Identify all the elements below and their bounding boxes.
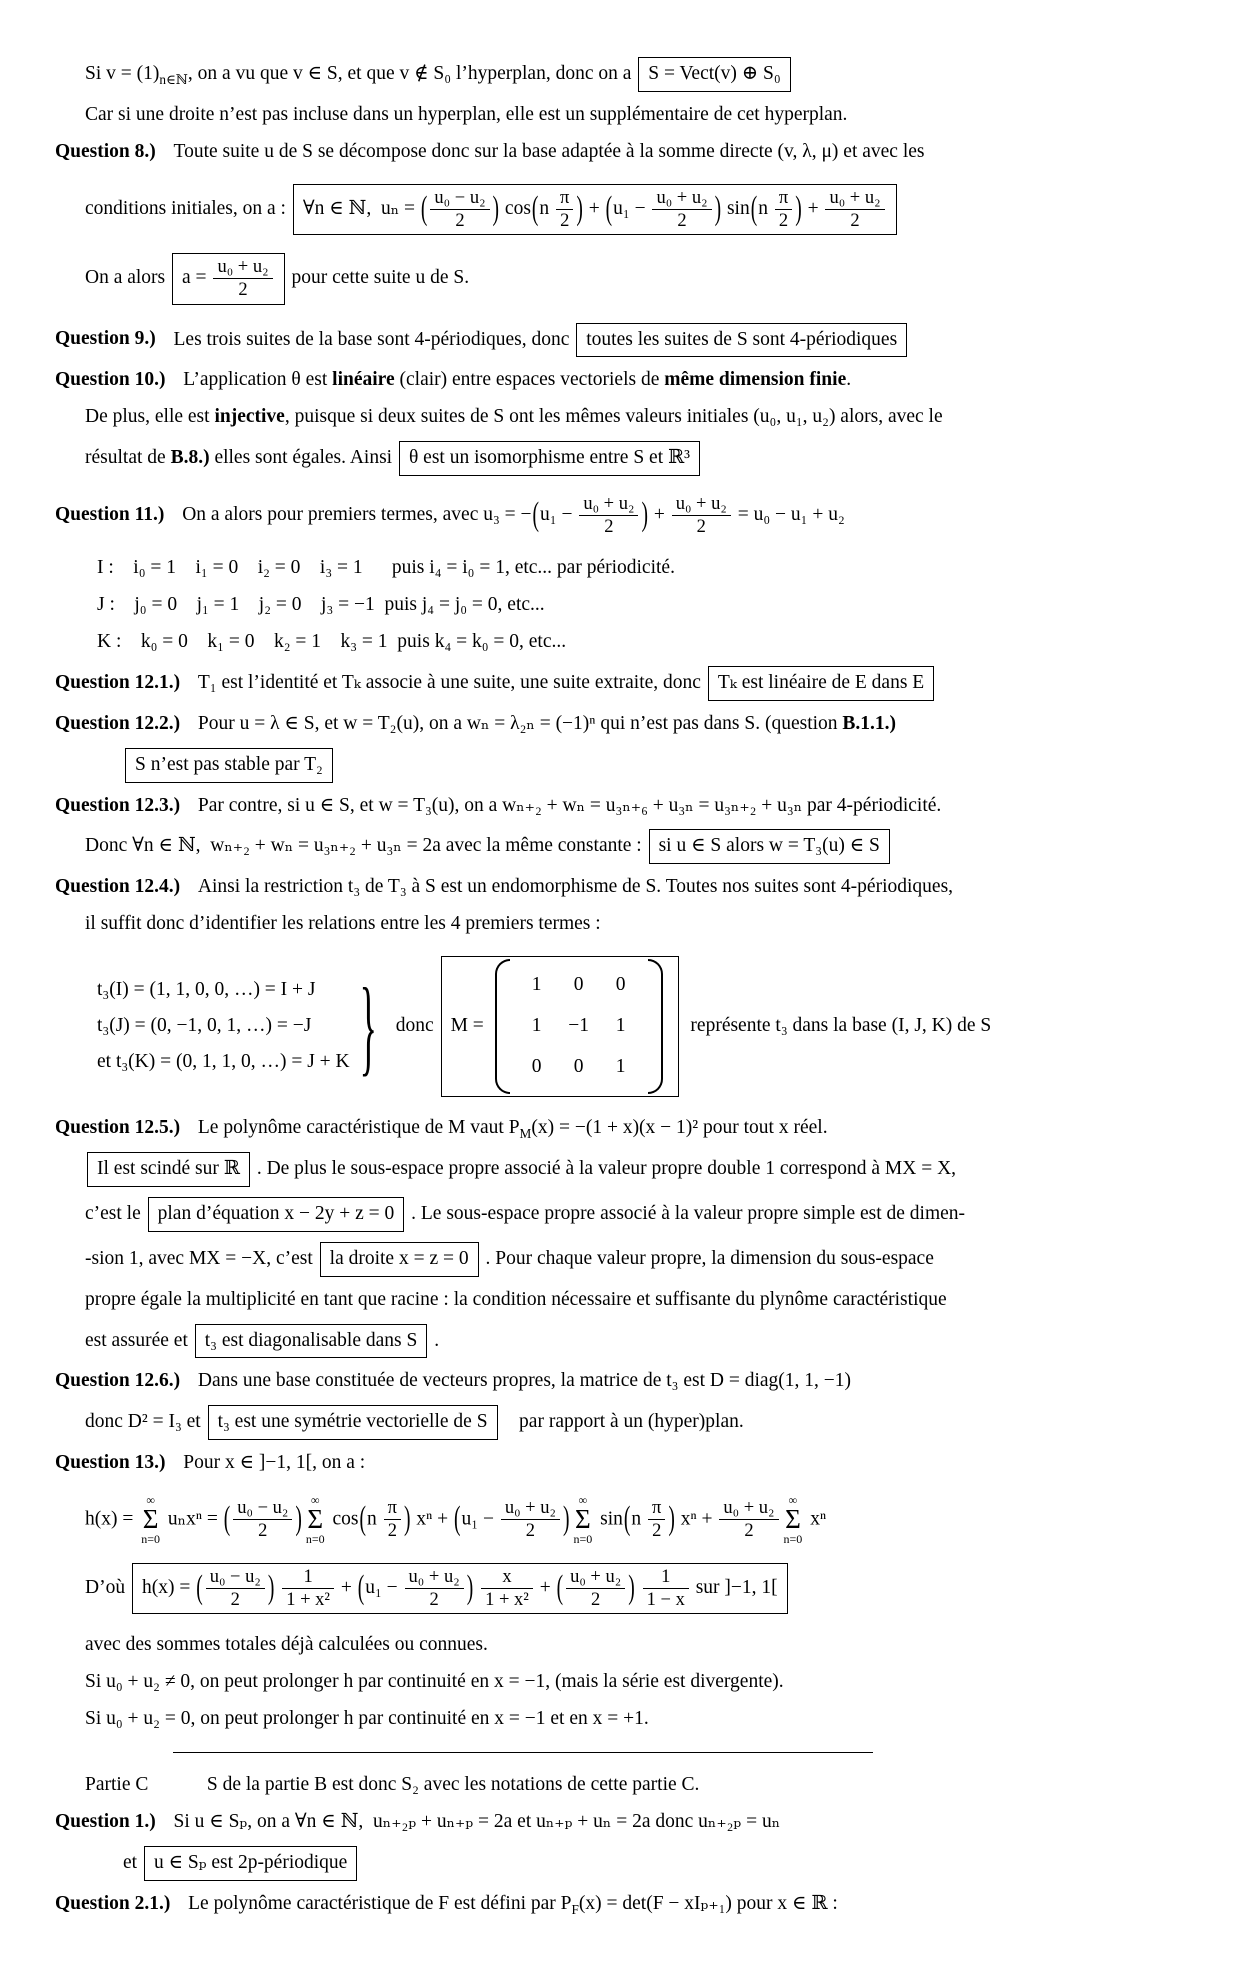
big-paren: ): [267, 1569, 275, 1607]
text-run: Toute suite u de S se décompose donc sur la base adaptée à la somme directe (v, λ, μ) et avec les: [163, 140, 925, 162]
text-run: On a alors: [85, 267, 171, 289]
question-12-5: [55, 1114, 1185, 1144]
text-run: n: [758, 197, 773, 219]
text-run: représente t₃ dans la base (I, J, K) de S: [680, 1014, 992, 1036]
text-run: T₁ est l’identité et Tₖ associe à une suite, une suite extraite, donc: [188, 671, 706, 693]
text-run: +: [648, 504, 670, 526]
sigma-icon: Σ: [785, 1504, 801, 1535]
question-13-note1: [85, 1631, 1185, 1660]
fraction-denominator: 2: [429, 1589, 439, 1611]
summation: [306, 1494, 325, 1546]
matrix-grid: [510, 959, 648, 1094]
text-run: par rapport à un (hyper)plan.: [499, 1411, 744, 1433]
fraction-denominator: 2: [652, 1520, 662, 1542]
sub-text: M: [519, 1125, 532, 1141]
big-paren: ): [576, 190, 583, 228]
text-run: On a alors pour premiers termes, avec u₃ = −: [172, 504, 532, 526]
fraction-denominator: 2: [455, 209, 465, 231]
matrix-cell: −1: [568, 1014, 590, 1036]
bold-text: B.8.): [170, 447, 210, 468]
big-paren: ): [714, 190, 722, 228]
fraction: [231, 1497, 294, 1542]
question-label: Question 12.1.): [55, 671, 181, 693]
text-run: (x) = −(1 + x)(x − 1)² pour tout x réel.: [531, 1116, 828, 1138]
big-paren: (: [750, 190, 758, 228]
text-run: . Pour chaque valeur propre, la dimension du sous-espace: [480, 1247, 934, 1269]
sequence-J: [97, 591, 1185, 620]
fraction: [650, 187, 713, 232]
text-run: pour cette suite u de S.: [286, 267, 470, 289]
text-run: u₁ −: [461, 1508, 499, 1530]
equation-stack: [97, 969, 350, 1084]
boxed-result: [293, 184, 897, 235]
text-run: L’application θ est: [173, 369, 333, 391]
big-paren: ): [466, 1569, 474, 1607]
question-13-note2: [85, 1668, 1185, 1697]
text-run: , on a vu que v ∈ S, et que v ∉ S₀ l’hyperplan, donc on a: [187, 62, 637, 84]
matrix-cell: 1: [615, 1014, 626, 1036]
text-run: Le polynôme caractéristique de F est défini par P: [178, 1892, 572, 1914]
big-paren: ): [795, 190, 802, 228]
text-run: xⁿ +: [675, 1508, 718, 1530]
fraction: [428, 187, 491, 232]
matrix-cell: 0: [573, 974, 584, 996]
partie-c-heading: [85, 1771, 1185, 1800]
fraction: [577, 493, 640, 538]
big-paren: ): [641, 496, 648, 534]
text-run: I : i₀ = 1 i₁ = 0 i₂ = 0 i₃ = 1 puis i₄ = i₀ = 1, etc... par périodicité.: [97, 557, 675, 579]
text-run: sin: [722, 197, 750, 219]
question-13-note3: [85, 1705, 1185, 1734]
text-run: Si u₀ + u₂ ≠ 0, on peut prolonger h par continuité en x = −1, (mais la série est divergente).: [85, 1671, 784, 1693]
question-label: Question 2.1.): [55, 1892, 171, 1914]
text-run: uₙxⁿ =: [163, 1508, 223, 1530]
text-run: Car si une droite n’est pas incluse dans un hyperplan, elle est un supplémentaire de cet hyperplan.: [85, 103, 848, 125]
intro-line-1: [85, 56, 1185, 93]
question-label: Question 10.): [55, 369, 166, 391]
fraction: [646, 1497, 667, 1542]
document-page: [55, 56, 1185, 1919]
fraction: [499, 1497, 562, 1542]
text-run: Si u₀ + u₂ = 0, on peut prolonger h par continuité en x = −1 et en x = +1.: [85, 1708, 649, 1730]
boxed-result: [649, 829, 890, 864]
text-run: a =: [182, 267, 212, 289]
fraction-denominator: 2: [744, 1520, 754, 1542]
text-run: t₃(I) = (1, 1, 0, 0, …) = I + J: [97, 979, 316, 1001]
fraction-denominator: 2: [677, 209, 687, 231]
sum-upper-limit: ∞: [310, 1492, 320, 1507]
text-run: t₃ est diagonalisable dans S: [204, 1329, 418, 1351]
fraction: [204, 1566, 267, 1611]
question-c2-1: [55, 1890, 1185, 1920]
question-label: Question 9.): [55, 328, 156, 350]
text-run: (clair) entre espaces vectoriels de: [394, 369, 665, 391]
bold-text: injective: [214, 406, 285, 428]
intro-line-2: [85, 101, 1185, 130]
system-brace-icon: }: [359, 966, 377, 1087]
text-run: Pour x ∈ ]−1, 1[, on a :: [173, 1452, 366, 1474]
fraction-numerator: 1: [282, 1566, 334, 1589]
fraction: [641, 1566, 691, 1611]
sum-upper-limit: ∞: [788, 1492, 798, 1507]
stack-row: [97, 976, 350, 1005]
sum-lower-limit: n=0: [573, 1531, 593, 1546]
big-paren: ): [404, 1501, 411, 1538]
question-12-5-line4: [85, 1241, 1185, 1278]
text-run: t₃(J) = (0, −1, 0, 1, …) = −J: [97, 1014, 312, 1036]
text-run: u₁ −: [613, 197, 651, 219]
question-8-formula: [85, 183, 1185, 236]
question-c1-result: [123, 1845, 1185, 1882]
boxed-result: [708, 666, 934, 701]
text-run: n: [367, 1508, 382, 1530]
bold-text: linéaire: [332, 369, 395, 391]
text-run: Les trois suites de la base sont 4-périodiques, donc: [163, 328, 575, 350]
fraction-numerator: u₀ + u₂: [501, 1497, 560, 1520]
matrix-cell: 1: [615, 1055, 626, 1077]
text-run: Par contre, si u ∈ S, et w = T₃(u), on a wₙ₊₂ + wₙ = u₃ₙ₊₆ + u₃ₙ = u₃ₙ₊₂ + u₃ₙ par 4-périodicité.: [188, 794, 942, 816]
fraction-denominator: 2: [525, 1520, 536, 1542]
question-label: Question 12.4.): [55, 876, 181, 898]
sum-upper-limit: ∞: [578, 1492, 588, 1507]
boxed-result: [125, 748, 333, 783]
separator-rule: [173, 1752, 873, 1753]
text-run: donc D² = I₃ et: [85, 1411, 206, 1433]
question-8-constant: [85, 252, 1185, 305]
question-c1: [55, 1808, 1185, 1837]
sum-lower-limit: n=0: [783, 1531, 803, 1546]
fraction-denominator: 2: [591, 1589, 601, 1611]
fraction: [554, 187, 575, 232]
text-run: xⁿ +: [411, 1508, 454, 1530]
big-paren: (: [623, 1501, 631, 1538]
text-run: toutes les suites de S sont 4-périodiques: [586, 328, 898, 350]
fraction-denominator: 2: [230, 1589, 240, 1611]
question-13-series: [85, 1494, 1185, 1546]
text-run: elles sont égales. Ainsi: [209, 447, 397, 468]
question-12-5-line3: [85, 1196, 1185, 1233]
big-paren: ): [668, 1501, 675, 1538]
text-run: . Le sous-espace propre associé à la valeur propre simple est de dimen-: [406, 1202, 966, 1224]
fraction-denominator: 1 + x²: [286, 1589, 330, 1611]
question-12-2-result: [123, 747, 1185, 784]
question-12-5-line6: [85, 1323, 1185, 1360]
fraction: [773, 187, 794, 232]
text-run: n: [631, 1508, 647, 1530]
text-run: la droite x = z = 0: [329, 1247, 469, 1269]
question-10-line3: [85, 440, 1185, 477]
text-run: sin: [595, 1508, 623, 1530]
text-run: h(x) =: [141, 1577, 196, 1599]
boxed-result: [576, 323, 907, 358]
fraction: [382, 1497, 403, 1542]
text-run: u₁ −: [365, 1577, 403, 1599]
big-paren: (: [357, 1569, 365, 1607]
question-12-6-line2: [85, 1404, 1185, 1441]
question-label: Question 12.5.): [55, 1116, 181, 1138]
boxed-result: [208, 1405, 498, 1440]
text-run: xⁿ: [805, 1508, 827, 1530]
question-12-4-line2: [85, 910, 1185, 939]
fraction-denominator: 2: [696, 516, 706, 538]
text-run: K : k₀ = 0 k₁ = 0 k₂ = 1 k₃ = 1 puis k₄ = k₀ = 0, etc...: [97, 631, 567, 653]
matrix: [495, 959, 663, 1094]
big-paren: ): [628, 1569, 635, 1607]
question-label: Question 13.): [55, 1452, 166, 1474]
text-run: S = Vect(v) ⊕ S₀: [648, 63, 781, 84]
question-9: [55, 322, 1185, 359]
text-run: Ainsi la restriction t₃ de T₃ à S est un endomorphisme de S. Toutes nos suites sont 4-périodiques,: [188, 876, 954, 898]
fraction-denominator: 2: [258, 1520, 268, 1542]
fraction-numerator: u₀ − u₂: [430, 187, 489, 210]
text-run: (x) = det(F − xIₚ₊₁) pour x ∈ ℝ :: [578, 1892, 838, 1914]
big-paren: (: [196, 1569, 203, 1607]
fraction: [280, 1566, 336, 1611]
text-run: Tₖ est linéaire de E dans E: [717, 672, 925, 693]
text-run: , puisque si deux suites de S ont les mêmes valeurs initiales (u₀, u₁, u₂) alors, avec le: [284, 406, 943, 428]
text-run: -sion 1, avec MX = −X, c’est: [85, 1247, 318, 1269]
text-run: +: [534, 1577, 556, 1599]
big-paren: ): [492, 190, 500, 228]
text-run: n: [539, 197, 555, 219]
text-run: cos: [500, 197, 531, 219]
stack-row: [97, 1012, 350, 1041]
fraction-denominator: 2: [778, 209, 789, 231]
stack-row: [97, 1048, 350, 1077]
summation: [784, 1494, 803, 1546]
sigma-icon: Σ: [575, 1504, 591, 1535]
question-11: [55, 493, 1185, 538]
summation: [573, 1494, 592, 1546]
text-run: cos: [327, 1508, 359, 1530]
text-run: u ∈ Sₚ est 2p-périodique: [153, 1851, 348, 1873]
fraction-numerator: u₀ + u₂: [825, 187, 884, 210]
text-run: il suffit donc d’identifier les relations entre les 4 premiers termes :: [85, 913, 601, 935]
bold-text: même dimension finie: [664, 369, 847, 391]
big-paren: (: [420, 190, 428, 228]
text-run: . De plus le sous-espace propre associé à la valeur propre double 1 correspond à MX = X,: [251, 1158, 957, 1180]
fraction-numerator: u₀ + u₂: [566, 1566, 625, 1589]
text-run: si u ∈ S alors w = T₃(u) ∈ S: [658, 835, 880, 857]
question-8: [55, 138, 1185, 167]
text-run: Pour u = λ ∈ S, et w = T₂(u), on a wₙ = λ₂ₙ = (−1)ⁿ qui n’est pas dans S. (question: [188, 712, 843, 734]
big-paren: (: [454, 1501, 461, 1538]
question-12-2: [55, 710, 1185, 739]
text-run: résultat de: [85, 447, 171, 468]
sigma-icon: Σ: [307, 1504, 324, 1535]
question-12-4: [55, 873, 1185, 902]
text-run: et t₃(K) = (0, 1, 1, 0, …) = J + K: [97, 1050, 350, 1072]
text-run: Partie C S de la partie B est donc S₂ avec les notations de cette partie C.: [85, 1774, 700, 1796]
text-run: Donc ∀n ∈ ℕ, wₙ₊₂ + wₙ = u₃ₙ₊₂ + u₃ₙ = 2a avec la même constante :: [85, 835, 647, 857]
boxed-result: [148, 1197, 405, 1232]
text-run: est assurée et: [85, 1329, 193, 1351]
fraction-numerator: u₀ + u₂: [719, 1497, 778, 1520]
boxed-result: [320, 1242, 479, 1277]
sum-upper-limit: ∞: [146, 1492, 155, 1507]
text-run: De plus, elle est: [85, 406, 215, 428]
document-body: [55, 56, 1185, 1919]
text-run: c’est le: [85, 1202, 146, 1224]
fraction-numerator: u₀ + u₂: [652, 187, 711, 210]
text-run: +: [336, 1577, 357, 1599]
question-label: Question 1.): [55, 1810, 156, 1832]
fraction-numerator: u₀ + u₂: [579, 493, 638, 516]
text-run: conditions initiales, on a :: [85, 197, 291, 219]
question-label: Question 12.2.): [55, 712, 181, 734]
fraction: [670, 493, 733, 538]
text-run: θ est un isomorphisme entre S et ℝ³: [408, 447, 691, 469]
fraction-denominator: 2: [238, 279, 248, 301]
text-run: Le polynôme caractéristique de M vaut P: [188, 1116, 520, 1138]
question-label: Question 8.): [55, 140, 156, 162]
boxed-result: [441, 956, 679, 1097]
boxed-result: [399, 441, 700, 476]
sum-lower-limit: n=0: [141, 1531, 161, 1546]
text-run: sur ]−1, 1[: [690, 1577, 778, 1599]
question-label: Question 12.6.): [55, 1370, 181, 1392]
text-run: Si v = (1): [85, 62, 160, 84]
fraction-numerator: π: [775, 187, 792, 210]
matrix-cell: 1: [531, 974, 542, 996]
fraction: [823, 187, 886, 232]
fraction-numerator: u₀ + u₂: [405, 1566, 464, 1589]
big-paren: ): [562, 1501, 570, 1538]
text-run: Il est scindé sur ℝ: [97, 1158, 240, 1180]
fraction-denominator: 2: [560, 209, 570, 231]
sub-text: F: [571, 1901, 579, 1917]
fraction: [479, 1566, 535, 1611]
question-12-5-line2: [85, 1151, 1185, 1188]
sequence-K: [97, 628, 1185, 657]
text-run: propre égale la multiplicité en tant que racine : la condition nécessaire et suffisante du plynôme caractéristique: [85, 1288, 947, 1310]
fraction-denominator: 2: [387, 1520, 397, 1542]
bold-text: B.1.1.): [842, 712, 897, 734]
text-run: = u₀ − u₁ + u₂: [732, 504, 845, 526]
sum-lower-limit: n=0: [305, 1531, 325, 1546]
big-paren: (: [531, 190, 539, 228]
boxed-result: [172, 253, 285, 304]
sigma-icon: Σ: [142, 1504, 159, 1535]
fraction-denominator: 2: [604, 516, 614, 538]
question-13-result: [85, 1562, 1185, 1615]
boxed-result: [195, 1324, 428, 1359]
fraction-numerator: u₀ − u₂: [206, 1566, 265, 1589]
matrix-cell: 0: [573, 1055, 584, 1077]
big-paren: (: [556, 1569, 564, 1607]
fraction-numerator: u₀ + u₂: [213, 256, 272, 279]
question-12-6: [55, 1367, 1185, 1396]
question-label: Question 12.3.): [55, 794, 181, 816]
question-12-3: [55, 792, 1185, 821]
question-10: [55, 366, 1185, 395]
matrix-cell: 0: [531, 1055, 542, 1077]
fraction-numerator: π: [384, 1497, 401, 1520]
text-run: et: [123, 1851, 142, 1873]
big-paren: ): [295, 1501, 302, 1538]
question-10-line2: [85, 403, 1185, 432]
text-run: +: [802, 197, 824, 219]
boxed-result: [87, 1152, 250, 1187]
question-12-1: [55, 665, 1185, 702]
text-run: avec des sommes totales déjà calculées ou connues.: [85, 1634, 488, 1656]
fraction-denominator: 1 + x²: [485, 1589, 529, 1611]
text-run: t₃ est une symétrie vectorielle de S: [217, 1411, 488, 1433]
big-paren: (: [532, 496, 540, 534]
fraction-denominator: 1 − x: [646, 1589, 685, 1611]
sequence-I: [97, 554, 1185, 583]
boxed-result: [638, 57, 790, 92]
boxed-result: [144, 1846, 357, 1881]
question-12-4-system: [97, 955, 1185, 1098]
big-paren: (: [359, 1501, 367, 1538]
big-paren: (: [605, 190, 613, 228]
matrix-cell: 1: [531, 1014, 542, 1036]
fraction-numerator: π: [556, 187, 573, 210]
fraction: [403, 1566, 466, 1611]
summation: [141, 1494, 160, 1546]
fraction-numerator: u₀ + u₂: [672, 493, 731, 516]
fraction-numerator: π: [648, 1497, 665, 1520]
text-run: J : j₀ = 0 j₁ = 1 j₂ = 0 j₃ = −1 puis j₄ = j₀ = 0, etc...: [97, 594, 545, 616]
fraction-numerator: x: [481, 1566, 533, 1589]
text-run: donc: [390, 1014, 439, 1036]
big-paren: (: [223, 1501, 231, 1538]
fraction-numerator: 1: [643, 1566, 689, 1589]
text-run: .: [846, 369, 852, 391]
text-run: S n’est pas stable par T₂: [135, 753, 323, 775]
question-12-3-line2: [85, 828, 1185, 865]
question-12-5-line5: [85, 1286, 1185, 1315]
text-run: .: [429, 1329, 440, 1351]
fraction: [564, 1566, 627, 1611]
question-13: [55, 1449, 1185, 1478]
text-run: +: [583, 197, 605, 219]
matrix-cell: 0: [615, 974, 626, 996]
boxed-result: [132, 1563, 788, 1614]
text-run: D’où: [85, 1577, 130, 1599]
text-run: Dans une base constituée de vecteurs propres, la matrice de t₃ est D = diag(1, 1, −1): [188, 1370, 852, 1392]
matrix-left-paren-icon: [495, 959, 510, 1094]
fraction: [717, 1497, 780, 1542]
text-run: Si u ∈ Sₚ, on a ∀n ∈ ℕ, uₙ₊₂ₚ + uₙ₊ₚ = 2a et uₙ₊ₚ + uₙ = 2a donc uₙ₊₂ₚ = uₙ: [163, 1810, 781, 1832]
sub-text: n∈ℕ: [159, 71, 188, 87]
question-label: Question 11.): [55, 504, 165, 526]
text-run: plan d’équation x − 2y + z = 0: [157, 1202, 395, 1224]
text-run: ∀n ∈ ℕ, uₙ =: [302, 197, 420, 219]
text-run: u₁ −: [540, 504, 578, 526]
fraction-numerator: u₀ − u₂: [233, 1497, 292, 1520]
text-run: M =: [450, 1014, 489, 1036]
text-run: h(x) =: [85, 1508, 139, 1530]
fraction: [211, 256, 274, 301]
matrix-right-paren-icon: [648, 959, 663, 1094]
fraction-denominator: 2: [850, 209, 860, 231]
